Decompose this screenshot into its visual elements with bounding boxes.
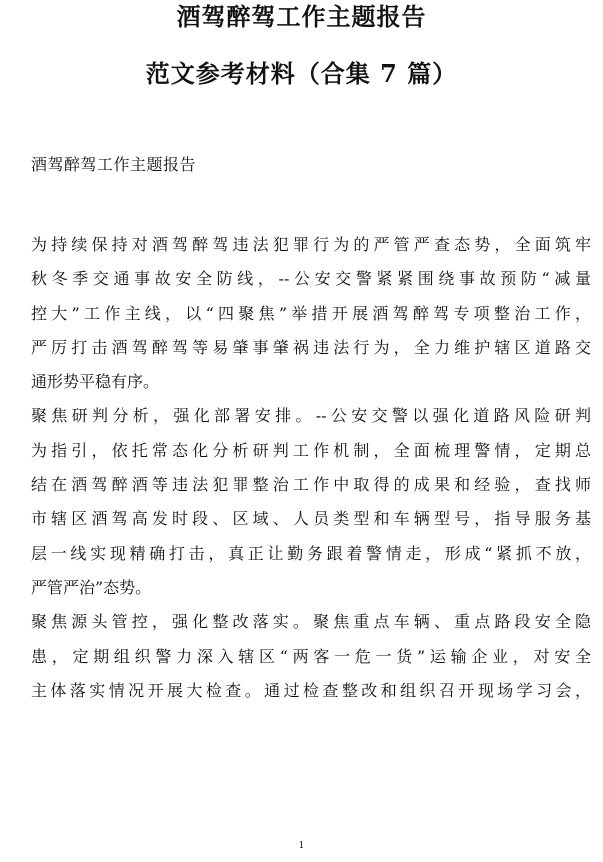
document-subtitle: 范文参考材料（合集 7 篇） bbox=[145, 59, 458, 88]
body-line: 秋冬季交通事故安全防线，--公安交警紧紧围绕事故预防“减量 bbox=[31, 269, 591, 289]
body-line: 患，定期组织警力深入辖区“两客一危一货”运输企业，对安全 bbox=[31, 646, 591, 666]
body-line: 市辖区酒驾高发时段、区域、人员类型和车辆型号，指导服务基 bbox=[31, 509, 591, 529]
body-line: 为指引，依托常态化分析研判工作机制，全面梳理警情，定期总 bbox=[31, 440, 591, 460]
body-line: 控大”工作主线，以“四聚焦”举措开展酒驾醉驾专项整治工作， bbox=[31, 303, 591, 323]
body-line: 聚焦研判分析，强化部署安排。--公安交警以强化道路风险研判 bbox=[31, 406, 591, 426]
body-line: 层一线实现精确打击，真正让勤务跟着警情走，形成“紧抓不放， bbox=[31, 543, 591, 563]
body-line: 结在酒驾醉酒等违法犯罪整治工作中取得的成果和经验，查找师 bbox=[31, 475, 591, 495]
body-line: 为持续保持对酒驾醉驾违法犯罪行为的严管严查态势，全面筑牢 bbox=[31, 235, 591, 254]
body-line: 严管严治”态势。 bbox=[31, 577, 152, 597]
section-heading: 酒驾醉驾工作主题报告 bbox=[31, 155, 197, 174]
body-line: 主体落实情况开展大检查。通过检查整改和组织召开现场学习会， bbox=[31, 680, 591, 700]
body-line: 严厉打击酒驾醉驾等易肇事肇祸违法行为，全力维护辖区道路交 bbox=[31, 337, 591, 357]
body-line: 聚焦源头管控，强化整改落实。聚焦重点车辆、重点路段安全隐 bbox=[31, 612, 591, 632]
page-number: 1 bbox=[298, 841, 305, 851]
document-title: 酒驾醉驾工作主题报告 bbox=[176, 2, 427, 31]
body-line: 通形势平稳有序。 bbox=[31, 372, 160, 392]
body-text bbox=[31, 228, 591, 708]
